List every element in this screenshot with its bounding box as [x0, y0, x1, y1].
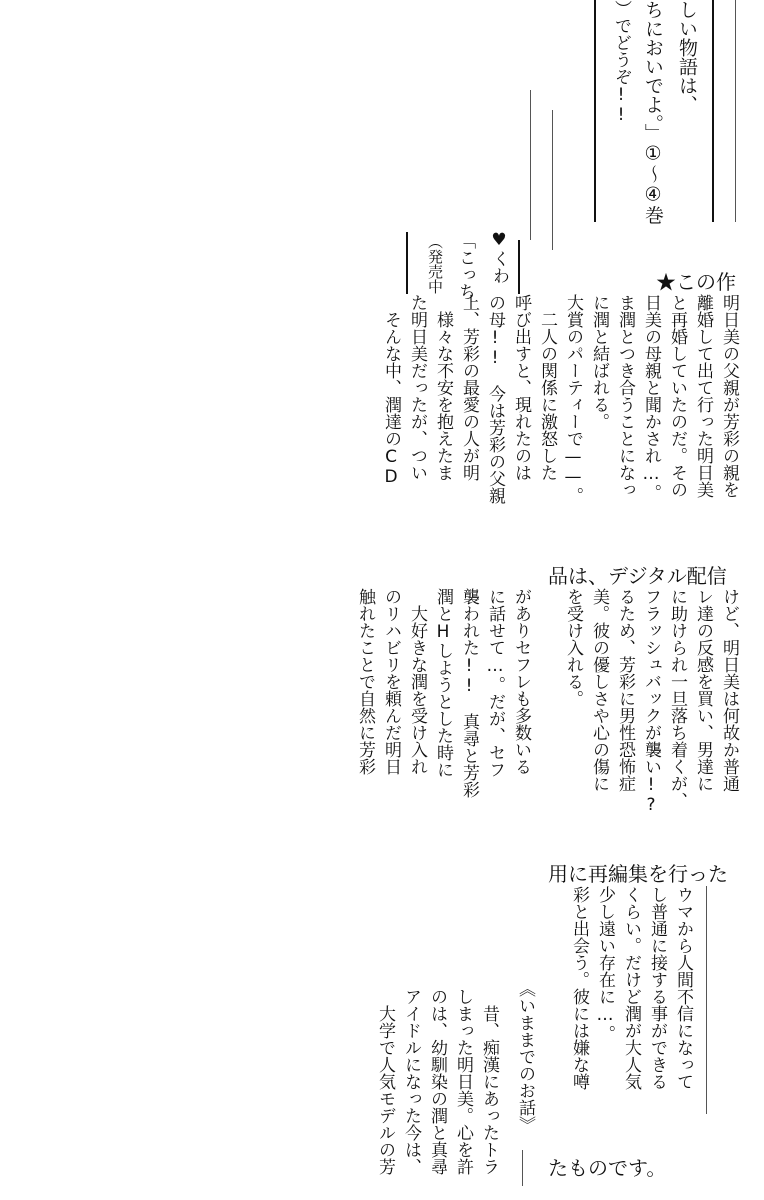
promo-border-left [406, 232, 408, 294]
summary-block-a: 明日美の父親が芳彩の親を 離婚して出て行った明日美 と再婚していたのだ。その 日美の母親と聞かされ…。 ま潤とつき合うことになっ に潤と結ばれる。 大賞のパーティーで——。 二人の関係に激怒した 呼び出すと、現れたのは の母!! 今は芳彩の父親 上、芳彩の最愛の人が明 様々な不安を抱えたま た明日美だったが、つい そんな中、潤達のCD [381, 294, 739, 504]
summary-block-b: けど、明日美は何故か普通 レ達の反感を買い、男達に に助けられ一旦落ち着くが、 フラッシュバックが襲い!? るため、芳彩に男性恐怖症 美。彼の優しさや心の傷に を受け入れる。 がありセフレも多数いる に話せて…。だが、セフ 襲われた!! 真尋と芳彩 潤とHしようとした時に 大好きな潤を受け入れ のリハビリを頼んだ明日 触れたことで自然に芳彩 [355, 588, 739, 815]
top-ad-separator-2 [552, 110, 553, 250]
digital-notice-part-3: 用に再編集を行った [548, 862, 728, 886]
top-ad-line-1: しい物語は、 [676, 0, 698, 114]
promo-line-2: 「こっち [455, 232, 475, 300]
digital-notice-part-4: たものです。 [548, 1156, 667, 1180]
promo-border-right [518, 240, 520, 294]
summary-block-c: ウマから人間不信になって し普通に接する事ができる くらい。だけど潤が大人気 少し遠い存在に…。 彩と出会う。彼には嫌な噂 [569, 886, 693, 1090]
top-ad-separator [530, 90, 531, 240]
promo-line-1: ♥くわ [489, 230, 509, 284]
digital-notice-part-2: 品は、デジタル配信 [548, 564, 727, 588]
top-ad-border-left [594, 0, 596, 222]
promo-line-3: （発売中 [426, 234, 444, 294]
top-ad-border-inner [735, 0, 736, 222]
summary-divider [706, 886, 707, 1114]
top-ad-line-2: ちにおいでよ。」①〜④巻 [642, 0, 664, 225]
digital-notice-part-1: ★この作 [656, 270, 736, 294]
top-ad-border-right [712, 0, 714, 222]
summary-heading: 《いままでのお話》 [515, 980, 535, 1133]
top-ad-line-3: ）でどうぞ!! [611, 0, 631, 125]
summary-block-d: 昔、痴漢にあったトラ しまった明日美。心を許 のは、幼馴染の潤と真尋 アイドルになった今は、 大学で人気モデルの芳 [375, 988, 499, 1175]
